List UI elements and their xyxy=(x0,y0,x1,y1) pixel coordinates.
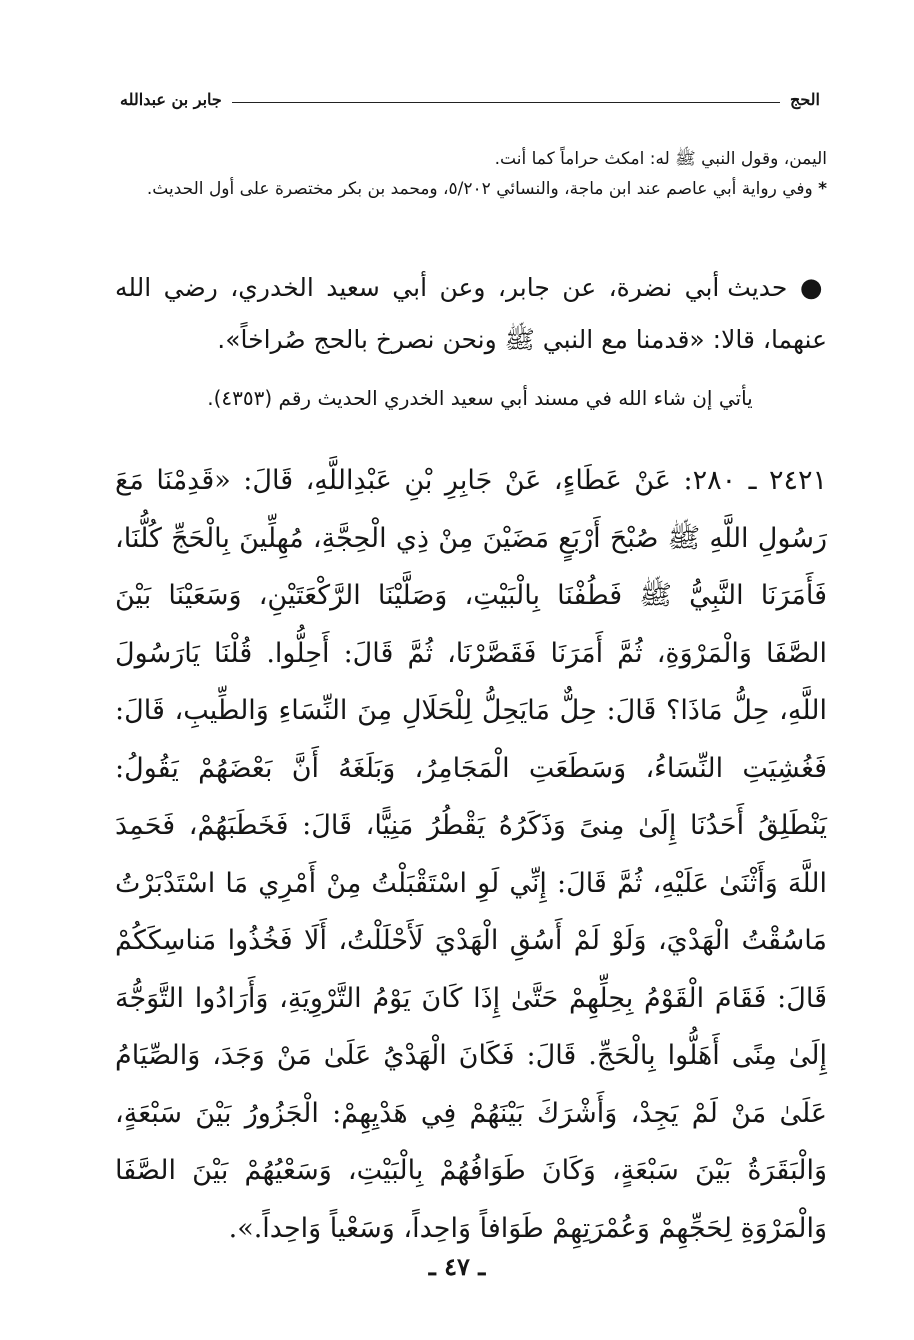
hadith-text: : عَنْ عَطَاءٍ، عَنْ جَابِرِ بْنِ عَبْدِاللَّهِ، قَالَ: «قَدِمْنَا مَعَ رَسُولِ اللَّهِ ﷺ صُبْحَ أَرْبَعٍ مَضَيْنَ مِنْ ذِي الْحِجَّةِ، مُهِلِّينَ بِالْحَجِّ كُلُّنَا، فَأَمَرَنَا النَّبِيُّ ﷺ فَطُفْنَا بِالْبَيْتِ، وَصَلَّيْنَا الرَّكْعَتَيْنِ، وَسَعَيْنَا بَيْنَ الصَّفَا وَالْمَرْوَةِ، ثُمَّ أَمَرَنَا فَقَصَّرْنَا، ثُمَّ قَالَ: أَحِلُّوا. قُلْنَا يَارَسُولَ اللَّهِ، حِلُّ مَاذَا؟ قَالَ: حِلٌّ مَايَحِلُّ لِلْحَلَالِ مِنَ النِّسَاءِ وَالطِّيبِ، قَالَ: فَغُشِيَتِ النِّسَاءُ، وَسَطَعَتِ الْمَجَامِرُ، وَبَلَغَهُ أَنَّ بَعْضَهُمْ يَقُولُ: يَنْطَلِقُ أَحَدُنَا إِلَىٰ مِنىً وَذَكَرُهُ يَقْطُرُ مَنِيًّا، قَالَ: فَخَطَبَهُمْ، فَحَمِدَ اللَّهَ وَأَثْنَىٰ عَلَيْهِ، ثُمَّ قَالَ: إِنِّي لَوِ اسْتَقْبَلْتُ مِنْ أَمْرِي مَا اسْتَدْبَرْتُ مَاسُقْتُ الْهَدْيَ، وَلَوْ لَمْ أَسُقِ الْهَدْيَ لَأَحْلَلْتُ، أَلَا فَخُذُوا مَناسِكَكُمْ قَالَ: فَقَامَ الْقَوْمُ بِحِلِّهِمْ حَتَّىٰ إِذَا كَانَ يَوْمُ التَّرْوِيَةِ، وَأَرَادُوا التَّوَجُّهَ إِلَىٰ مِنًى أَهَلُّوا بِالْحَجِّ. قَالَ: فَكَانَ الْهَدْيُ عَلَىٰ مَنْ وَجَدَ، وَالصِّيَامُ عَلَىٰ مَنْ لَمْ يَجِدْ، وَأَشْرَكَ بَيْنَهُمْ فِي هَدْيِهِمْ: الْجَزُورُ بَيْنَ سَبْعَةٍ، وَالْبَقَرَةُ بَيْنَ سَبْعَةٍ، وَكَانَ طَوَافُهُمْ بِالْبَيْتِ، وَسَعْيُهُمْ بَيْنَ الصَّفَا وَالْمَرْوَةِ لِحَجِّهِمْ وَعُمْرَتِهِمْ طَوَافاً وَاحِداً، وَسَعْياً وَاحِداً.». xyxy=(115,465,827,1244)
hadith-intro-text: حديث أبي نضرة، عن جابر، وعن أبي سعيد الخدري، رضي الله عنهما، قالا: «قدمنا مع النبي ﷺ ونحن نصرخ بالحج صُراخاً». xyxy=(115,273,827,354)
bullet-icon: ● xyxy=(799,273,827,303)
footnote-line xyxy=(115,174,827,204)
main-hadith xyxy=(115,452,827,1257)
hadith-intro xyxy=(115,262,827,366)
asterisk-icon: * xyxy=(818,179,827,199)
section-title: جابر بن عبدالله xyxy=(120,89,222,109)
header-rule xyxy=(232,102,780,103)
footnote-text: وفي رواية أبي عاصم عند ابن ماجة، والنسائي ٥/٢٠٢، ومحمد بن بكر مختصرة على أول الحديث. xyxy=(146,179,813,199)
footnote-line: اليمن، وقول النبي ﷺ له: امكث حراماً كما أنت. xyxy=(494,149,827,169)
footnote xyxy=(115,144,827,204)
hadith-number: ٢٤٢١ ـ ٢٨٠ xyxy=(692,465,827,496)
running-header xyxy=(120,86,820,112)
page-number: ـ ٤٧ ـ xyxy=(428,1252,486,1281)
chapter-title: الحج xyxy=(790,89,820,109)
cross-reference: يأتي إن شاء الله في مسند أبي سعيد الخدري الحديث رقم (٤٣٥٣). xyxy=(207,386,753,410)
